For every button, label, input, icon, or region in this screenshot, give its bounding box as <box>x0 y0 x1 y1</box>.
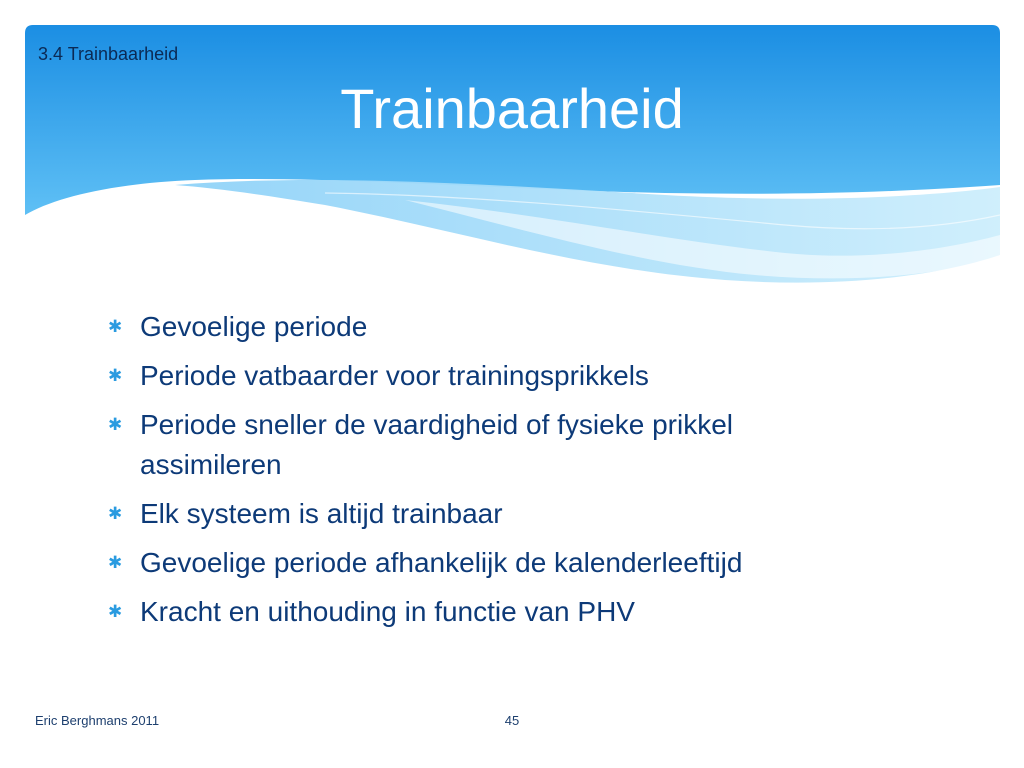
bullet-item <box>108 405 868 485</box>
asterisk-bullet-icon: ✱ <box>108 415 123 434</box>
asterisk-bullet-icon: ✱ <box>108 366 123 385</box>
page-number: 45 <box>504 713 520 728</box>
asterisk-bullet-icon: ✱ <box>108 504 123 523</box>
bullet-text: Gevoelige periode afhankelijk de kalenderleeftijd <box>140 547 743 578</box>
asterisk-bullet-icon: ✱ <box>108 317 123 336</box>
bullet-item <box>108 543 868 583</box>
section-label: 3.4 Trainbaarheid <box>38 44 179 64</box>
bullet-item <box>108 307 868 347</box>
slide-title: Trainbaarheid <box>340 77 684 140</box>
asterisk-bullet-icon: ✱ <box>108 553 123 572</box>
bullet-item <box>108 592 868 632</box>
bullet-text: Periode sneller de vaardigheid of fysieke prikkel assimileren <box>140 409 733 480</box>
bullet-list <box>108 307 868 641</box>
footer-author: Eric Berghmans 2011 <box>35 713 160 728</box>
bullet-text: Elk systeem is altijd trainbaar <box>140 498 503 529</box>
bullet-text: Kracht en uithouding in functie van PHV <box>140 596 635 627</box>
bullet-text: Periode vatbaarder voor trainingsprikkels <box>140 360 649 391</box>
bullet-text: Gevoelige periode <box>140 311 368 342</box>
asterisk-bullet-icon: ✱ <box>108 602 123 621</box>
bullet-item <box>108 356 868 396</box>
bullet-item <box>108 494 868 534</box>
